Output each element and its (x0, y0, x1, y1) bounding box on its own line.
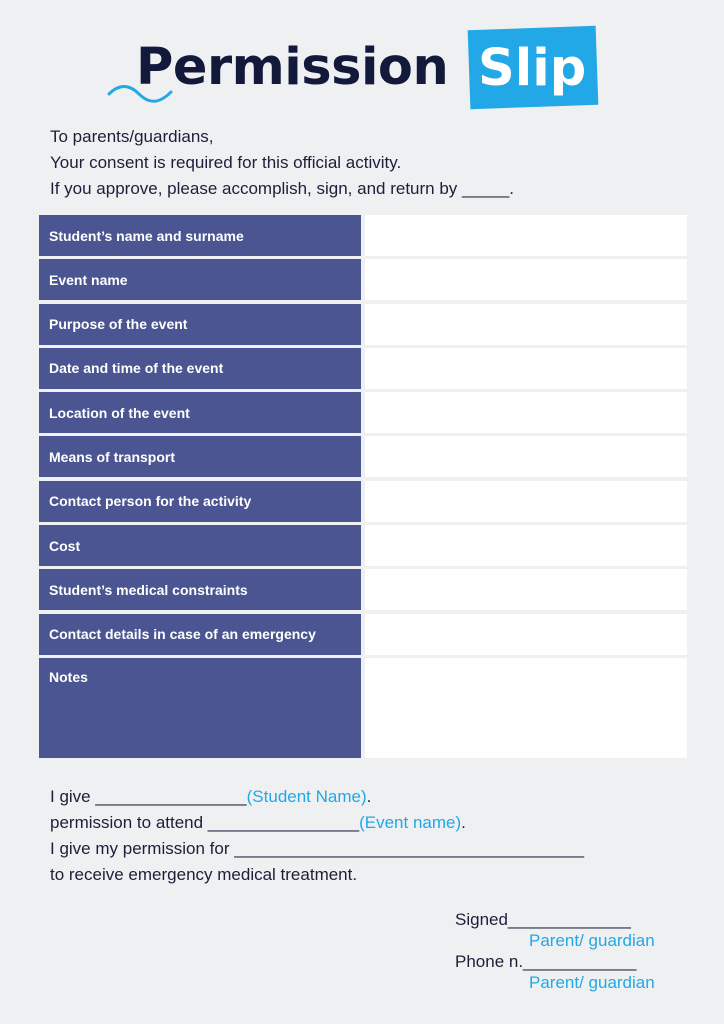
purpose-field[interactable] (365, 304, 687, 345)
form-label-location: Location of the event (39, 392, 361, 433)
intro-line: If you approve, please accomplish, sign, and return by _____. (50, 179, 515, 198)
form-label-date-time: Date and time of the event (39, 348, 361, 389)
form-row (39, 392, 687, 433)
event-name-field[interactable] (365, 259, 687, 300)
contact-person-field[interactable] (365, 481, 687, 522)
signed-sub: Parent/ guardian (529, 931, 655, 950)
consent-line: I give my permission for _____________________________________ (50, 839, 585, 858)
form-label-medical: Student’s medical constraints (39, 569, 361, 610)
form-row (39, 525, 687, 566)
form-label-event-name: Event name (39, 259, 361, 300)
form-table (39, 215, 687, 758)
cost-field[interactable] (365, 525, 687, 566)
form-row (39, 481, 687, 522)
emergency-field[interactable] (365, 614, 687, 655)
notes-field[interactable] (365, 658, 687, 758)
form-label-notes: Notes (39, 658, 361, 758)
date-time-field[interactable] (365, 348, 687, 389)
location-field[interactable] (365, 392, 687, 433)
form-row (39, 215, 687, 256)
consent-line (50, 784, 584, 810)
form-row (39, 658, 687, 758)
form-row (39, 569, 687, 610)
signed-line: Signed_____________ (455, 910, 631, 929)
consent-student-line: I give ________________ (50, 787, 247, 806)
signature-block (455, 909, 655, 993)
title-highlight: Slip (478, 39, 587, 98)
medical-field[interactable] (365, 569, 687, 610)
form-label-purpose: Purpose of the event (39, 304, 361, 345)
title (0, 28, 724, 108)
title-main: Permission (136, 38, 449, 97)
consent-punct: . (461, 813, 466, 832)
phone-line: Phone n.____________ (455, 952, 637, 971)
intro-text (50, 124, 514, 202)
form-label-cost: Cost (39, 525, 361, 566)
transport-field[interactable] (365, 436, 687, 477)
event-name-hint: (Event name) (359, 813, 462, 832)
form-row (39, 614, 687, 655)
form-label-transport: Means of transport (39, 436, 361, 477)
consent-punct: . (366, 787, 372, 806)
phone-sub: Parent/ guardian (529, 973, 655, 992)
intro-line: To parents/guardians, (50, 127, 214, 146)
intro-line: Your consent is required for this official activity. (50, 153, 402, 172)
consent-line (50, 810, 584, 836)
student-name-field[interactable] (365, 215, 687, 256)
student-name-hint: (Student Name) (246, 787, 367, 806)
form-row (39, 348, 687, 389)
form-row (39, 304, 687, 345)
form-row (39, 259, 687, 300)
form-label-emergency: Contact details in case of an emergency (39, 614, 361, 655)
consent-event-line: permission to attend ________________ (50, 813, 360, 832)
form-row (39, 436, 687, 477)
form-label-contact-person: Contact person for the activity (39, 481, 361, 522)
form-label-student-name: Student’s name and surname (39, 215, 361, 256)
consent-text (50, 784, 584, 888)
consent-line: to receive emergency medical treatment. (50, 865, 358, 884)
